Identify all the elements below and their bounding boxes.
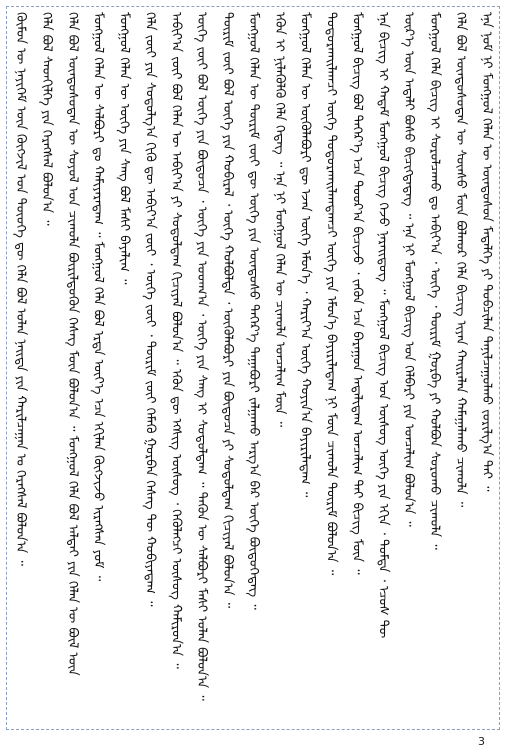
text-column: ᠬᠡᠯᠡ ᠵᠦᠢ ᠶᠢᠨ ᠰᠤᠳᠤᠯᠭ᠎ᠠ ᠬᠢᠬᠦ ᠳᠦ ᠠᠪᠢᠶ᠎ᠠ ᠵᠦᠢ ᠂ ᠦᠭᠡ ᠵᠦᠢ ᠂ ᠳᠦᠷᠢᠮ ᠵᠦᠢ ᠬᠡᠮᠡᠬᠦ ᠭᠤᠷᠪᠠᠨ ᠬᠡᠰᠡᠭ ᠲᠦ ᠬᠤᠪᠢᠶᠠᠳᠠᠭ ᠃: [142, 12, 158, 607]
vertical-text-block: [10, 12, 496, 724]
text-column: ᠳᠦᠷᠢᠮ ᠵᠦᠢ ᠪᠣᠯ ᠦᠭᠡ ᠶᠢᠨ ᠬᠤᠪᠢᠷᠠᠯ ᠂ ᠦᠭᠡ ᠬᠣᠯᠪᠣᠯᠲᠠ ᠂ ᠥᠭᠦᠯᠡᠪᠦᠷᠢ ᠶᠢᠨ ᠪᠦᠲᠦᠴᠡ ᠶᠢ ᠰᠤᠳᠤᠯᠳᠠᠭ ᠬᠢᠴᠢᠶᠡᠯ ᠪᠣᠯᠤᠨ᠎ᠠ ᠃: [220, 12, 235, 609]
text-column: ᠮᠣᠩᠭᠣᠯ ᠬᠡᠯᠡ ᠪᠢᠴᠢᠭ ᠢ ᠰᠤᠷᠤᠯᠴᠠᠬᠤ ᠳᠤ ᠠᠪᠢᠶ᠎ᠠ ᠂ ᠦᠭᠡ ᠂ ᠳᠦᠷᠢᠮ ᠭᠤᠷᠪᠠ ᠶᠢ ᠬᠣᠯᠪᠣᠨ ᠰᠤᠷᠤᠬᠤ ᠴᠢᠬᠤᠯᠠ ᠃: [427, 12, 442, 550]
text-column: ᠮᠣᠩᠭᠣᠯ ᠬᠡᠯᠡᠨ ᠦ ᠦᠭᠡ ᠶᠢᠨ ᠰᠠᠩ ᠪᠣᠯ ᠮᠠᠰᠢ ᠪᠠᠶᠠᠯᠢᠭ ᠃: [116, 12, 132, 285]
text-column: ᠮᠣᠩᠭᠣᠯ ᠪᠢᠴᠢᠭ ᠪᠣᠯ ᠳᠡᠭᠡᠷ᠎ᠡ ᠡᠴᠡ ᠳᠣᠣᠷ᠎ᠠ ᠪᠢᠴᠢᠵᠦ ᠂ ᠵᠡᠭᠦᠨ ᠡᠴᠡ ᠪᠠᠷᠠᠭᠤᠨ ᠠᠳᠠᠯᠢᠳᠠᠭ ᠣᠨᠴᠠᠯᠢᠭ ᠲᠠᠢ ᠪᠢᠴᠢᠭ ᠮᠥᠨ ᠃: [349, 12, 365, 575]
text-column: ᠮᠣᠩᠭᠣᠯ ᠬᠡᠯᠡᠨ ᠦ ᠥᠭᠦᠯᠡᠪᠦᠷᠢ ᠳᠦ ᠡᠵᠡᠨ ᠦᠭᠡ ᠡᠮᠦᠨ᠎ᠡ ᠂ ᠬᠠᠷᠢᠶ᠎ᠠ ᠦᠭᠡ ᠬᠣᠶᠢᠨ᠎ᠠ ᠪᠠᠶᠢᠷᠢᠯᠠᠳᠠᠭ ᠃: [297, 12, 313, 498]
text-column: ᠬᠡᠯᠡ ᠪᠣᠯ ᠦᠨᠳᠦᠰᠦᠲᠡᠨ ᠦ ᠰᠣᠶᠣᠯ ᠤᠨ ᠴᠢᠬᠤᠯᠠ ᠪᠦᠷᠢᠯᠳᠦᠬᠦᠨ ᠬᠡᠰᠡᠭ ᠮᠥᠨ ᠪᠣᠯᠤᠨ᠎ᠠ ᠃ ᠮᠣᠩᠭᠣᠯ ᠬᠡᠯᠡ ᠪᠣᠯ ᠠᠯᠲᠠᠢ ᠶᠢᠨ ᠬᠡᠯᠡᠨ ᠦ ᠪᠦᠯ ᠦᠨ: [64, 12, 80, 676]
page-number: 3: [478, 735, 485, 748]
text-column: ᠬᠦᠮᠦᠨ ᠦ ᠨᠡᠶᠢᠭᠡᠮ ᠦᠨ ᠬᠥᠭᠵᠢᠯ ᠤᠨ ᠲᠦᠦᠬᠡ ᠳᠦ ᠬᠡᠯᠡ ᠪᠣᠯ ᠣᠯᠠᠨ ᠨᠡᠢᠲᠡ ᠶᠢᠨ ᠬᠠᠷᠢᠯᠴᠠᠭᠠᠨ ᠤ ᠬᠡᠷᠡᠭᠰᠡᠯ ᠪᠣᠯᠤᠨ᠎ᠠ ᠃: [13, 12, 28, 566]
text-column: ᠡᠨᠡ ᠨᠣᠮ ᠨᠢ ᠮᠣᠩᠭᠣᠯ ᠬᠡᠯᠡᠨ ᠦ ᠦᠨᠳᠦᠰᠦᠨ ᠮᠡᠳᠡᠯᠭᠡ ᠶᠢ ᠲᠣᠪᠴᠢᠯᠠᠨ ᠲᠠᠨᠢᠯᠴᠠᠭᠤᠯᠬᠤ ᠵᠣᠷᠢᠯᠭ᠎ᠠ ᠲᠠᠢ ᠃: [478, 12, 494, 492]
text-column: ᠮᠣᠩᠭᠣᠯ ᠬᠡᠯᠡᠨ ᠦ ᠳᠦᠷᠢᠮ ᠵᠦᠢ ᠳᠦ ᠦᠭᠡ ᠶᠢᠨ ᠦᠨᠳᠦᠰᠦ ᠳᠡᠭᠡᠷ᠎ᠡ ᠳᠠᠭᠠᠪᠤᠷᠢ ᠵᠠᠯᠭᠠᠬᠤ ᠠᠷᠭ᠎ᠠ ᠪᠠᠷ ᠦᠭᠡ ᠪᠦᠲᠦᠭᠡᠳᠡᠭ ᠃: [245, 12, 261, 610]
text-column: ᠬᠡᠯᠡ ᠪᠣᠯ ᠰᠡᠳᠬᠢᠯᠭᠡ ᠶᠢᠨ ᠬᠡᠷᠡᠭᠰᠡᠯ ᠪᠣᠯᠤᠨ᠎ᠠ ᠃: [38, 12, 54, 226]
text-column: ᠲᠣᠳᠤᠷᠬᠠᠢᠯᠠᠭᠴᠢ ᠦᠭᠡ ᠲᠣᠳᠤᠷᠬᠠᠢᠯᠠᠭᠳᠠᠭᠴᠢ ᠦᠭᠡ ᠶᠢᠨ ᠡᠮᠦᠨ᠎ᠡ ᠪᠠᠶᠢᠷᠢᠯᠠᠳᠠᠭ ᠨᠢ ᠮᠥᠨ ᠴᠢᠬᠤᠯᠠ ᠳᠦᠷᠢᠮ ᠪᠣᠯᠤᠨ᠎ᠠ ᠃: [323, 12, 339, 576]
text-column: ᠦᠷ᠎ᠡ ᠦᠨ ᠠᠳᠠᠯᠢ ᠪᠤᠰᠤ ᠪᠢᠴᠢᠭᠳᠡᠳᠡᠭ ᠃ ᠡᠨᠡ ᠨᠢ ᠮᠣᠩᠭᠣᠯ ᠪᠢᠴᠢᠭ ᠤᠨ ᠬᠡᠯᠪᠡᠷᠢ ᠶᠢᠨ ᠣᠨᠴᠠᠯᠢᠭ ᠪᠣᠯᠤᠨ᠎ᠠ ᠃: [401, 12, 417, 527]
text-column: ᠬᠡᠯᠡ ᠪᠣᠯ ᠦᠨᠳᠦᠰᠦᠲᠡᠨ ᠦ ᠰᠦᠨᠰᠦ ᠮᠥᠨ ᠪᠣᠯᠬᠣᠷ ᠬᠡᠯᠡ ᠪᠢᠴᠢᠭ ᠢᠶᠡᠨ ᠬᠠᠢᠷᠠᠯᠠᠨ ᠬᠠᠮᠠᠭᠠᠯᠠᠬᠤ ᠴᠢᠬᠤᠯᠠ ᠃: [452, 12, 468, 508]
text-column: ᠮᠣᠩᠭᠣᠯ ᠬᠡᠯᠡᠨ ᠦ ᠰᠠᠯᠪᠤᠷᠢ ᠳᠤ ᠬᠠᠮᠢᠶᠠᠷᠠᠳᠠᠭ ᠃ ᠮᠣᠩᠭᠣᠯ ᠬᠡᠯᠡ ᠪᠣᠯ ᠡᠷᠲᠡ ᠦᠶ᠎ᠡ ᠡᠴᠡ ᠡᠬᠢᠯᠡᠨ ᠬᠥᠭᠵᠢᠵᠦ ᠢᠷᠡᠭᠰᠡᠨ ᠶᠤᠮ ᠃: [90, 12, 106, 582]
text-column: ᠡᠭᠦᠨ ᠢ ᠨᠢᠯᠡᠭᠦᠯᠬᠦ ᠬᠡᠯᠡ ᠭᠡᠳᠡᠭ ᠃ ᠡᠨᠡ ᠨᠢ ᠮᠣᠩᠭᠣᠯ ᠬᠡᠯᠡᠨ ᠦ ᠴᠢᠬᠤᠯᠠ ᠣᠨᠴᠠᠯᠢᠭ ᠮᠥᠨ ᠃: [271, 12, 287, 428]
text-column: ᠠᠪᠢᠶ᠎ᠠ ᠵᠦᠢ ᠪᠣᠯ ᠬᠡᠯᠡᠨ ᠦ ᠠᠪᠢᠶ᠎ᠠ ᠶᠢ ᠰᠤᠳᠤᠯᠳᠠᠭ ᠬᠢᠴᠢᠶᠡᠯ ᠪᠣᠯᠤᠨ᠎ᠠ ᠃ ᠡᠭᠦᠨ ᠳᠦ ᠡᠭᠰᠢᠭ ᠦᠰᠦᠭ ᠂ ᠭᠡᠭᠦᠯᠡᠭᠴᠢ ᠦᠰᠦᠭ ᠬᠠᠮᠢᠷᠤᠨ᠎ᠠ ᠃: [168, 12, 184, 669]
text-column: ᠦᠭᠡ ᠵᠦᠢ ᠪᠣᠯ ᠦᠭᠡ ᠶᠢᠨ ᠪᠦᠲᠦᠴᠡ ᠂ ᠦᠭᠡ ᠶᠢᠨ ᠤᠳᠬ᠎ᠠ ᠂ ᠦᠭᠡ ᠶᠢᠨ ᠰᠠᠩ ᠢ ᠰᠤᠳᠤᠯᠳᠠᠭ ᠃ ᠲᠡᠭᠦᠨ ᠦ ᠰᠠᠯᠪᠤᠷᠢ ᠮᠠᠰᠢ ᠣᠯᠠᠨ ᠪᠣᠯᠤᠨ᠎ᠠ ᠃: [194, 12, 210, 701]
text-column: ᠡᠨᠡ ᠪᠢᠴᠢᠭ ᠢ ᠬᠠᠳᠠᠮ ᠮᠣᠩᠭᠣᠯ ᠪᠢᠴᠢᠭ ᠭᠡᠵᠦ ᠨᠡᠷᠡᠢᠳᠦᠭ ᠃ ᠮᠣᠩᠭᠣᠯ ᠪᠢᠴᠢᠭ ᠤᠨ ᠦᠰᠦᠭ ᠦᠭᠡ ᠶᠢᠨ ᠡᠬᠢᠨ ᠂ ᠳᠤᠮᠳᠠ ᠂ ᠡᠴᠦᠰ ᠲᠦ: [375, 12, 391, 639]
